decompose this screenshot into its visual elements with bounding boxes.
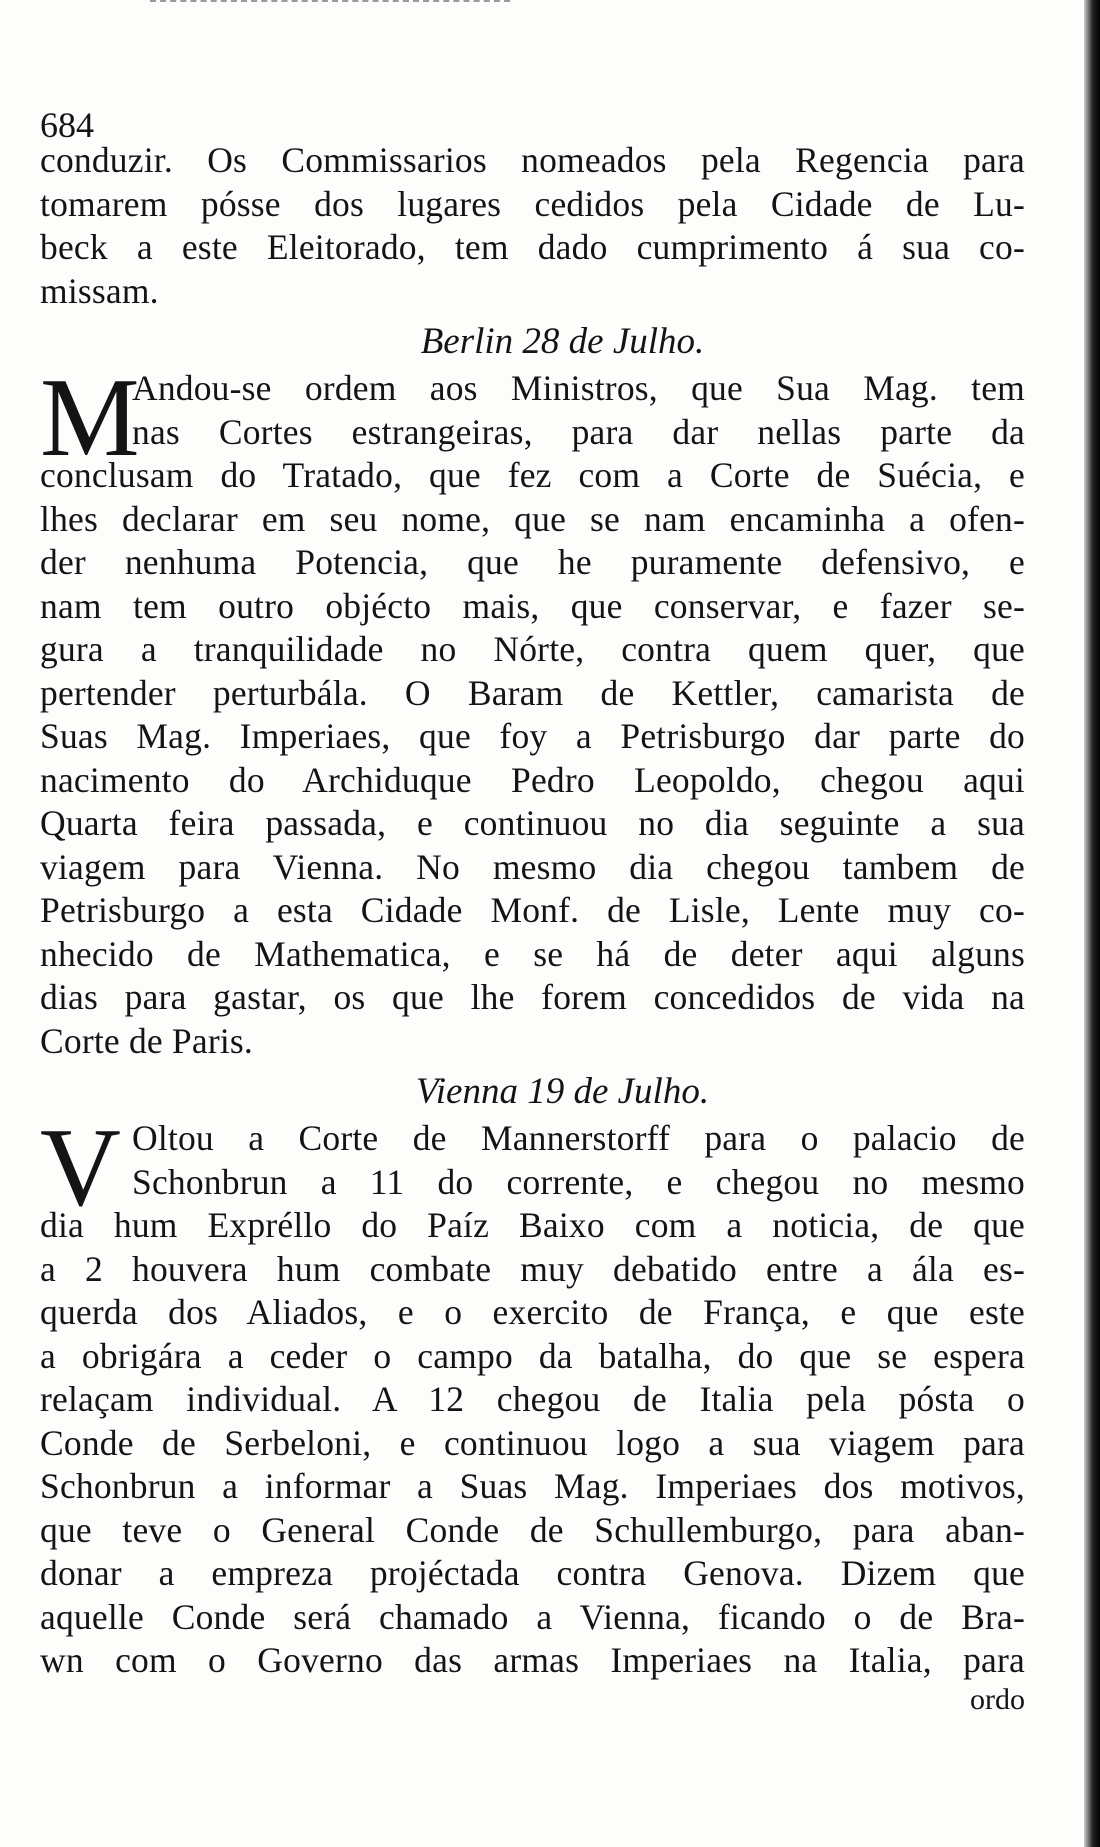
vienna-line: a 2 houvera hum combate muy debatido entre a ála es- [40, 1248, 1025, 1289]
page-edge-shadow [1084, 0, 1100, 1847]
top-border-rule [150, 0, 510, 5]
intro-line: beck a este Eleitorado, tem dado cumprimento á sua co- [40, 227, 1025, 267]
berlin-line: nhecido de Mathematica, e se há de deter aqui alguns [40, 933, 1025, 974]
intro-line: tomarem pósse dos lugares cedidos pela Cidade de Lu- [40, 183, 1025, 224]
vienna-line: aquelle Conde será chamado a Vienna, ficando o de Bra- [40, 1596, 1025, 1637]
dateline-vienna: Vienna 19 de Julho. [415, 1071, 710, 1112]
vienna-line: Oltou a Corte de Mannerstorff para o palacio de [132, 1118, 1025, 1158]
berlin-line: nacimento do Archiduque Pedro Leopoldo, chegou aqui [40, 759, 1025, 800]
text-body [40, 105, 1025, 1717]
berlin-line: gura a tranquilidade no Nórte, contra quem quer, que [40, 629, 1025, 669]
berlin-line: Corte de Paris. [40, 1020, 254, 1061]
drop-cap-m: M [40, 356, 140, 480]
berlin-line: Quarta feira passada, e continuou no dia seguinte a sua [40, 803, 1025, 843]
vienna-line: donar a empreza projéctada contra Genova. Dizem que [40, 1553, 1025, 1593]
vienna-line: dia hum Expréllo do Paíz Baixo com a noticia, de que [40, 1205, 1025, 1245]
berlin-line: lhes declarar em seu nome, que se nam encaminha a ofen- [40, 498, 1025, 539]
catchword: ordo [970, 1682, 1025, 1716]
berlin-line: viagem para Vienna. No mesmo dia chegou tambem de [40, 846, 1025, 887]
vienna-line: querda dos Aliados, e o exercito de França, e que este [40, 1292, 1025, 1332]
vienna-line: wn com o Governo das armas Imperiaes na Italia, para [40, 1640, 1025, 1680]
berlin-line: der nenhuma Potencia, que he puramente defensivo, e [40, 542, 1025, 582]
berlin-line: conclusam do Tratado, que fez com a Corte de Suécia, e [40, 455, 1025, 495]
berlin-line: Andou-se ordem aos Ministros, que Sua Mag. tem [132, 368, 1025, 408]
vienna-line: que teve o General Conde de Schullemburgo, para aban- [40, 1509, 1025, 1550]
intro-line: conduzir. Os Commissarios nomeados pela Regencia para [40, 140, 1025, 180]
berlin-line: pertender perturbála. O Baram de Kettler, camarista de [40, 672, 1025, 713]
page-number: 684 [40, 105, 94, 145]
drop-cap-v: V [40, 1106, 121, 1230]
vienna-line: Schonbrun a 11 do corrente, e chegou no mesmo [132, 1161, 1025, 1202]
berlin-line: dias para gastar, os que lhe forem concedidos de vida na [40, 977, 1025, 1017]
vienna-paragraph [40, 1106, 1025, 1683]
vienna-line: Schonbrun a informar a Suas Mag. Imperiaes dos motivos, [40, 1466, 1025, 1506]
berlin-line: nas Cortes estrangeiras, para dar nellas parte da [132, 411, 1025, 452]
berlin-line: Petrisburgo a esta Cidade Monf. de Lisle, Lente muy co- [40, 890, 1025, 930]
intro-paragraph [40, 139, 1025, 313]
vienna-line: Conde de Serbeloni, e continuou logo a sua viagem para [40, 1422, 1025, 1463]
berlin-paragraph [40, 356, 1025, 1063]
vienna-line: relaçam individual. A 12 chegou de Italia pela pósta o [40, 1379, 1025, 1419]
dateline-berlin: Berlin 28 de Julho. [420, 321, 705, 362]
berlin-line: Suas Mag. Imperiaes, que foy a Petrisburgo dar parte do [40, 716, 1025, 756]
intro-line: missam. [40, 270, 159, 311]
berlin-line: nam tem outro objécto mais, que conservar, e fazer se- [40, 585, 1025, 626]
vienna-line: a obrigára a ceder o campo da batalha, do que se espera [40, 1335, 1025, 1376]
